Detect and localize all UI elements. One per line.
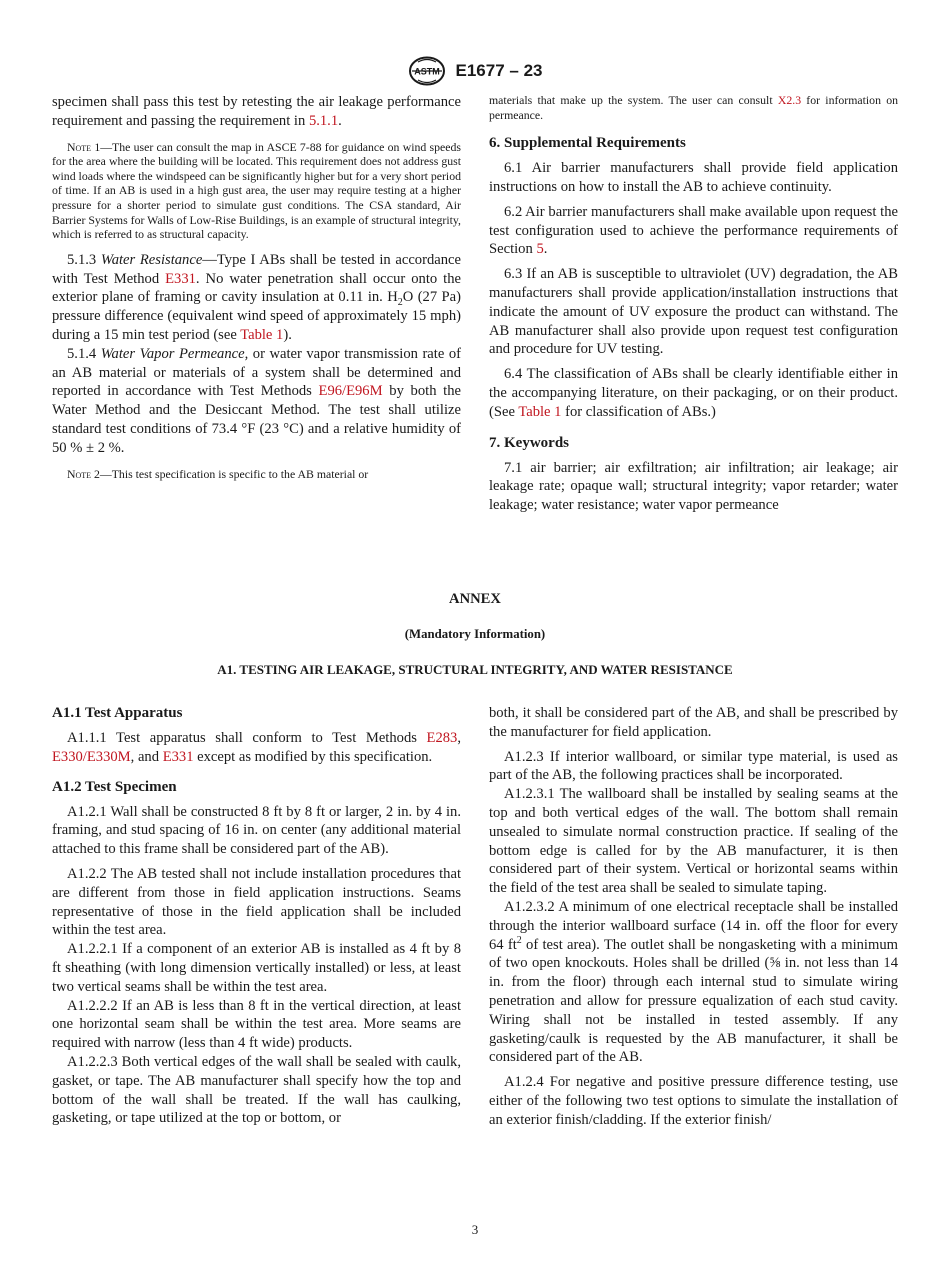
paragraph-a1-1-1: A1.1.1 Test apparatus shall conform to Test Methods E283, E330/E330M, and E331 except as modified by this specification. <box>52 730 461 765</box>
paragraph-a1-2-2-3: A1.2.2.3 Both vertical edges of the wall shall be sealed with caulk, gasket, or tape. The AB manufacturer shall specify how the top and bottom of the wall shall be treated. If the wall has caulking, gasketing, or tape utilized at the top or bottom, or <box>52 1053 461 1127</box>
standard-designation: E1677 – 23 <box>455 61 543 80</box>
link-table-1[interactable]: Table 1 <box>240 326 284 343</box>
note-1: Note 1—The user can consult the map in ASCE 7-88 for guidance on wind speeds for the area where the building will be located. This requirement does not address gust wind loads where the windspeed can be significantly higher but for a very short period of time. If an AB is used in a high gust area, the user may require testing at a higher pressure for a shorter period to simulate gust conditions. The CSA standard, Air Barrier Systems for Walls of Low-Rise Buildings, is an example of structural integrity, which is referred to as structural capacity. <box>52 139 461 242</box>
section-6-heading: 6. Supplemental Requirements <box>489 135 686 152</box>
link-e330[interactable]: E330/E330M <box>52 748 131 765</box>
running-header <box>0 56 950 86</box>
section-7-heading: 7. Keywords <box>489 434 569 451</box>
annex-subtitle: (Mandatory Information) <box>404 627 546 641</box>
a1-2-heading: A1.2 Test Specimen <box>52 778 177 795</box>
right-column-top <box>489 93 898 515</box>
link-e331[interactable]: E331 <box>162 748 194 765</box>
paragraph-7-1: 7.1 air barrier; air exfiltration; air infiltration; air leakage; air leakage rate; opaque wall; structural integrity; vapor retarder; water leakage; water resistance; water vapor permeance <box>489 459 898 514</box>
page-number: 3 <box>471 1222 479 1237</box>
paragraph-a1-2-3-1: A1.2.3.1 The wallboard shall be installed by sealing seams at the top and both vertical edges of the wall. The bottom shall remain unsealed to simulate normal construction practice. If sealing of the bottom edge is called for by the AB manufacturer, it is then considered part of their system. Vertical or horizontal seams within the field of the test area shall be sealed to simulate taping. <box>489 786 898 897</box>
paragraph-a1-2-2-1: A1.2.2.1 If a component of an exterior AB is installed as 4 ft by 8 ft sheathing (with long dimension vertically installed) or less, at least two vertical seams shall be within the test area. <box>52 941 461 995</box>
paragraph-6-1: 6.1 Air barrier manufacturers shall provide field application instructions on how to install the AB to achieve continuity. <box>489 160 898 195</box>
paragraph-6-3: 6.3 If an AB is susceptible to ultraviolet (UV) degradation, the AB manufacturers shall provide application/installation instructions that indicate the amount of UV exposure the product can withstand. The AB manufacturer shall also provide upon request test configuration and procedure for UV testing. <box>489 266 898 358</box>
link-e283[interactable]: E283 <box>426 730 458 746</box>
a1-1-heading: A1.1 Test Apparatus <box>52 705 183 721</box>
link-x2-3[interactable]: X2.3 <box>777 93 802 107</box>
paragraph-6-4: 6.4 The classification of ABs shall be clearly identifiable either in the accompanying literature, on their packaging, or on their product. (See Table 1 for classification of ABs.) <box>489 366 898 420</box>
right-column-bottom <box>489 704 898 1130</box>
note-2: Note 2—This test specification is specific to the AB material or <box>67 466 369 481</box>
paragraph-a1-2-2: A1.2.2 The AB tested shall not include installation procedures that are different from those in field application instructions. Seams representative of those in the field application shall be included within the test area. <box>52 865 461 939</box>
paragraph-a1-2-3-2: A1.2.3.2 A minimum of one electrical receptacle shall be installed through the interior wallboard surface (14 in. off the floor for every 64 $ft^2$ of test area). The outlet shall be nongasketing with a minimum of two open knockouts. Holes shall be drilled (⅝ in. not less than 14 in. from the floor) through each internal stud to simulate wiring penetration and allow for pressure equalization of each stud cavity. Wiring shall not be installed in tested assembly. If any gasketing/caulk is requested by the AB manufacturer, it shall be considered part of the AB. <box>489 898 898 1066</box>
link-e96[interactable]: E96/E96M <box>318 383 383 400</box>
annex-a1-heading: A1. TESTING AIR LEAKAGE, STRUCTURAL INTEGRITY, AND WATER RESISTANCE <box>217 662 733 677</box>
left-column-top <box>52 93 461 481</box>
left-column-bottom <box>52 704 461 1128</box>
paragraph-a1-2-2-3-continuation: both, it shall be considered part of the AB, and shall be prescribed by the manufacturer for field application. <box>489 705 898 740</box>
note-2-continuation: materials that make up the system. The user can consult X2.3 for information on permeance. <box>489 93 898 122</box>
paragraph-6-2: 6.2 Air barrier manufacturers shall make available upon request the test configuration used to achieve the performance requirements of Section 5. <box>489 203 898 258</box>
paragraph-a1-2-4: A1.2.4 For negative and positive pressure difference testing, use either of the following two test options to simulate the installation of an exterior finish/cladding. If the exterior finish/ <box>489 1074 898 1128</box>
paragraph-5-1-2-continuation: specimen shall pass this test by retesting the air leakage performance requirement and passing the requirement in 5.1.1. <box>52 94 461 129</box>
astm-logo-icon <box>408 56 446 86</box>
paragraph-5-1-4: 5.1.4 Water Vapor Permeance, or water vapor transmission rate of an AB material or materials of a system shall be determined and reported in accordance with Test Methods E96/E96M by both the Water Method and the Desiccant Method. The test shall utilize standard test conditions of 73.4 °F (23 °C) and a relative humidity of 50 % ± 2 %. <box>52 345 461 456</box>
paragraph-a1-2-1: A1.2.1 Wall shall be constructed 8 ft by 8 ft or larger, 2 in. by 4 in. framing, and stud spacing of 16 in. on center (any additional material attached to this frame shall be considered part of the AB). <box>52 803 461 858</box>
logo-lettering: ASTM <box>413 66 440 77</box>
link-table-1[interactable]: Table 1 <box>518 403 562 420</box>
link-e331[interactable]: E331 <box>165 270 196 287</box>
link-section-5[interactable]: 5 <box>536 241 544 258</box>
paragraph-a1-2-2-2: A1.2.2.2 If an AB is less than 8 ft in the vertical direction, at least one horizontal seam shall be within the test area. More seams are required with narrow (less than 4 ft wide) products. <box>52 997 461 1052</box>
link-5-1-1[interactable]: 5.1.1 <box>308 112 339 129</box>
annex-title: ANNEX <box>449 591 501 607</box>
paragraph-a1-2-3: A1.2.3 If interior wallboard, or similar type material, is used as part of the AB, the following practices shall be incorporated. <box>489 748 898 784</box>
paragraph-5-1-3: 5.1.3 Water Resistance—Type I ABs shall be tested in accordance with Test Method E331. No water penetration shall occur onto the exterior plane of framing or cavity insulation at 0.11 in. $H_2O$ (27 Pa) pressure difference (equivalent wind speed of approximately 15 mph) during a 15 min test period (see Table 1). <box>52 251 462 343</box>
